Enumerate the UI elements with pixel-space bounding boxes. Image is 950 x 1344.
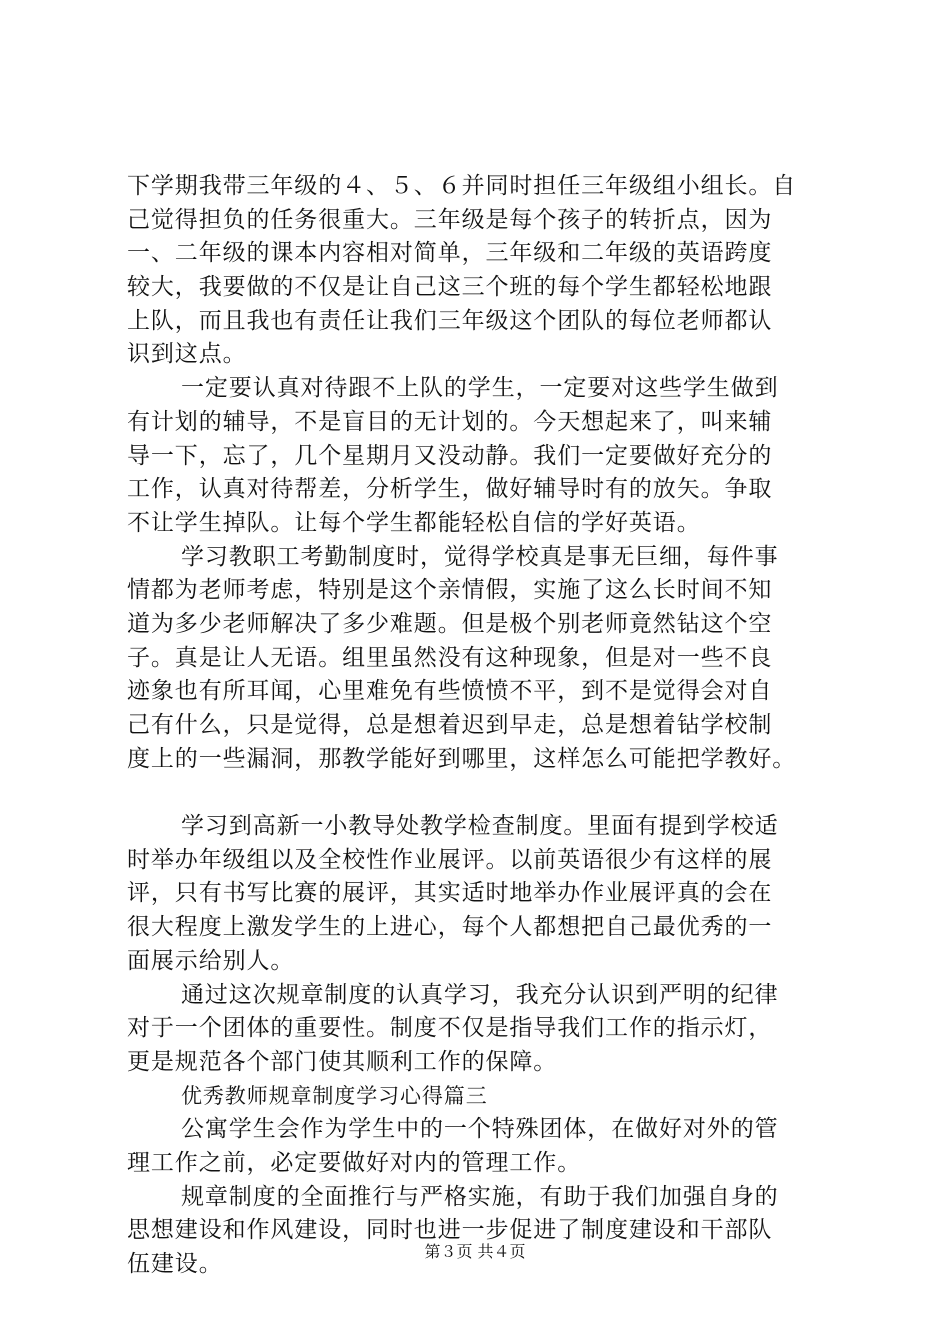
paragraph-3 xyxy=(127,541,839,777)
document-body xyxy=(127,170,839,1282)
text-line: 己有什么，只是觉得，总是想着迟到早走，总是想着钻学校制 xyxy=(127,712,773,738)
text-line: 度上的一些漏洞，那教学能好到哪里，这样怎么可能把学教好。 xyxy=(127,745,797,772)
text-line: 理工作之前，必定要做好对内的管理工作。 xyxy=(127,1149,582,1176)
text-line: 一定要认真对待跟不上队的学生，一定要对这些学生做到 xyxy=(181,375,779,402)
section-paragraph-2 xyxy=(127,1181,839,1282)
text-line: 伍建设。 xyxy=(127,1251,223,1277)
text-line: 通过这次规章制度的认真学习，我充分认识到严明的纪律 xyxy=(181,981,779,1008)
text-line: 对于一个团体的重要性。制度不仅是指导我们工作的指示灯， xyxy=(127,1015,773,1042)
text-line: 评，只有书写比赛的展评，其实适时地举办作业展评真的会在 xyxy=(127,880,773,907)
text-line: 道为多少老师解决了多少难题。但是极个别老师竟然钻这个空 xyxy=(127,610,773,637)
text-line: 上队，而且我也有责任让我们三年级这个团队的每位老师都认 xyxy=(127,307,773,334)
text-line: 下学期我带三年级的４、５、６并同时担任三年级组小组长。自 xyxy=(127,173,797,199)
text-line: 己觉得担负的任务很重大。三年级是每个孩子的转折点，因为 xyxy=(127,206,773,233)
text-line: 更是规范各个部门使其顺利工作的保障。 xyxy=(127,1048,558,1075)
text-line: 面展示给别人。 xyxy=(127,947,295,974)
paragraph-1 xyxy=(127,170,839,372)
text-line: 工作，认真对待帮差，分析学生，做好辅导时有的放矢。争取 xyxy=(127,476,773,503)
text-line: 规章制度的全面推行与严格实施，有助于我们加强自身的 xyxy=(181,1183,779,1210)
text-line: 较大，我要做的不仅是让自己这三个班的每个学生都轻松地跟 xyxy=(127,274,773,301)
text-line: 有计划的辅导，不是盲目的无计划的。今天想起来了，叫来辅 xyxy=(127,408,773,435)
blank-line xyxy=(127,776,839,810)
text-line: 识到这点。 xyxy=(127,341,247,368)
text-line: 子。真是让人无语。组里虽然没有这种现象，但是对一些不良 xyxy=(127,644,773,671)
text-line: 迹象也有所耳闻，心里难免有些愤愤不平，到不是觉得会对自 xyxy=(127,678,773,705)
paragraph-5 xyxy=(127,979,839,1080)
paragraph-2 xyxy=(127,372,839,540)
page-number-footer: 第３页 共４页 xyxy=(424,1242,526,1261)
text-line: 学习教职工考勤制度时，觉得学校真是事无巨细，每件事 xyxy=(181,543,779,570)
text-line: 不让学生掉队。让每个学生都能轻松自信的学好英语。 xyxy=(127,509,701,536)
text-line: 情都为老师考虑，特别是这个亲情假，实施了这么长时间不知 xyxy=(127,577,773,604)
text-line: 很大程度上激发学生的上进心，每个人都想把自己最优秀的一 xyxy=(127,914,773,941)
paragraph-4 xyxy=(127,810,839,978)
section-paragraph-1 xyxy=(127,1113,839,1180)
text-line: 公寓学生会作为学生中的一个特殊团体，在做好对外的管 xyxy=(181,1116,779,1143)
text-line: 学习到高新一小教导处教学检查制度。里面有提到学校适 xyxy=(181,813,779,840)
text-line: 时举办年级组以及全校性作业展评。以前英语很少有这样的展 xyxy=(127,846,773,873)
text-line: 导一下，忘了，几个星期月又没动静。我们一定要做好充分的 xyxy=(127,442,773,469)
text-line: 思想建设和作风建设，同时也进一步促进了制度建设和干部队 xyxy=(127,1217,773,1244)
section-heading: 优秀教师规章制度学习心得篇三 xyxy=(181,1083,488,1108)
text-line: 一、二年级的课本内容相对简单，三年级和二年级的英语跨度 xyxy=(127,240,773,267)
